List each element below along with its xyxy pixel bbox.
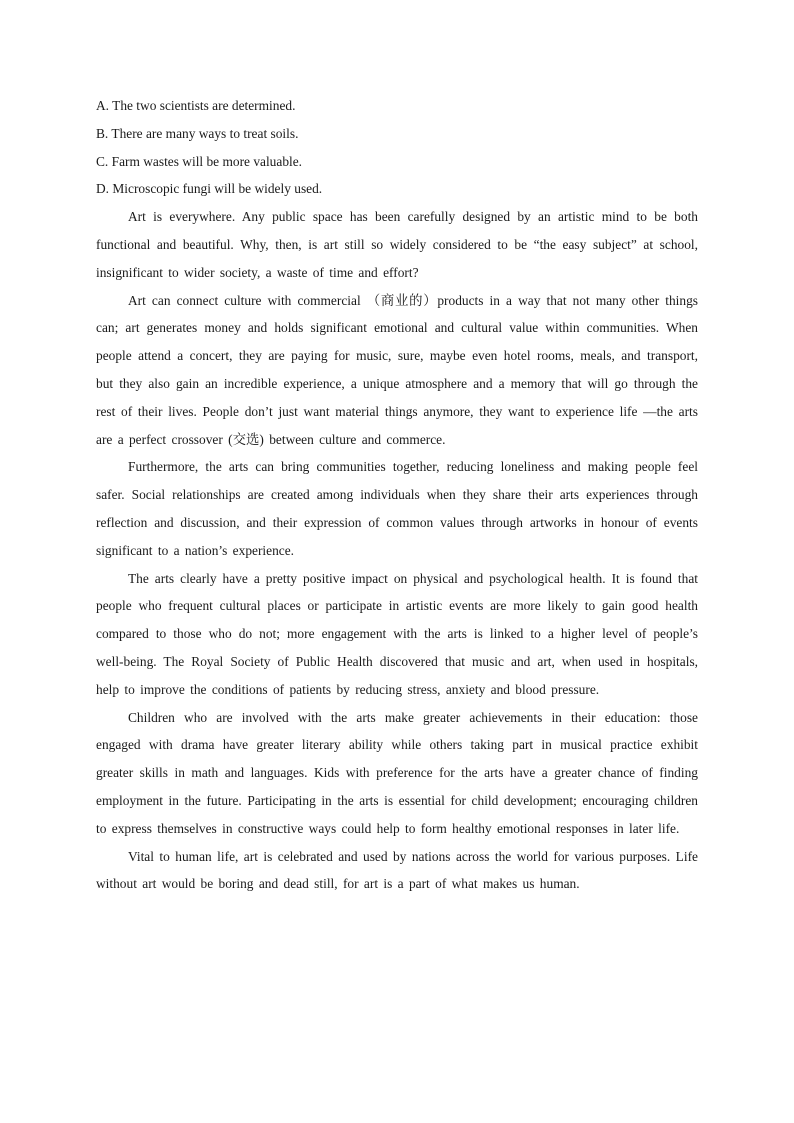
passage-paragraph: Art is everywhere. Any public space has been carefully designed by an artistic mind to be both functional and beautiful. Why, then, is art still so widely considered to be “the easy subject” at school, insignificant to wider society, a waste of time and effort?	[96, 209, 698, 280]
document-page	[96, 92, 698, 898]
option-letter: D.	[96, 181, 110, 197]
option-letter: B.	[96, 125, 109, 141]
reading-passage	[96, 203, 698, 898]
option-text: There are many ways to treat soils.	[111, 125, 299, 141]
passage-paragraph: Art can connect culture with commercial （商业的）products in a way that not many other things can; art generates money and holds significant emotional and cultural value within communities. When people attend a concert, they are paying for music, sure, maybe even hotel rooms, meals, and transport, but they also gain an incredible experience, a unique atmosphere and a memory that will go through the rest of their lives. People don’t just want material things anymore, they want to experience life —the arts are a perfect crossover (交选) between culture and commerce.	[96, 292, 698, 447]
answer-options	[96, 92, 698, 203]
option-b	[96, 120, 698, 148]
option-text: Microscopic fungi will be widely used.	[112, 181, 323, 197]
passage-paragraph: Vital to human life, art is celebrated and used by nations across the world for various purposes. Life without art would be boring and dead still, for art is a part of what makes us human.	[96, 848, 698, 892]
option-d	[96, 175, 698, 203]
option-text: The two scientists are determined.	[112, 98, 296, 113]
passage-paragraph: The arts clearly have a pretty positive impact on physical and psychological health. It is found that people who frequent cultural places or participate in artistic events are more likely to gain good health compared to those who do not; more engagement with the arts is linked to a higher level of people’s well-being. The Royal Society of Public Health discovered that music and art, when used in hospitals, help to improve the conditions of patients by reducing stress, anxiety and blood pressure.	[96, 570, 698, 697]
option-letter: A.	[96, 98, 110, 113]
passage-paragraph: Children who are involved with the arts make greater achievements in their education: those engaged with drama have greater literary ability while others taking part in musical practice exhibit greater skills in math and languages. Kids with preference for the arts have a greater chance of finding employment in the future. Participating in the arts is essential for child development; encouraging children to express themselves in constructive ways could help to form healthy emotional responses in later life.	[96, 709, 698, 836]
option-text: Farm wastes will be more valuable.	[111, 153, 303, 169]
option-c	[96, 148, 698, 176]
passage-paragraph: Furthermore, the arts can bring communities together, reducing loneliness and making people feel safer. Social relationships are created among individuals when they share their arts experiences through reflection and discussion, and their expression of common values through artworks in honour of events significant to a nation’s experience.	[96, 459, 698, 558]
option-letter: C.	[96, 153, 109, 169]
option-a	[96, 92, 698, 120]
